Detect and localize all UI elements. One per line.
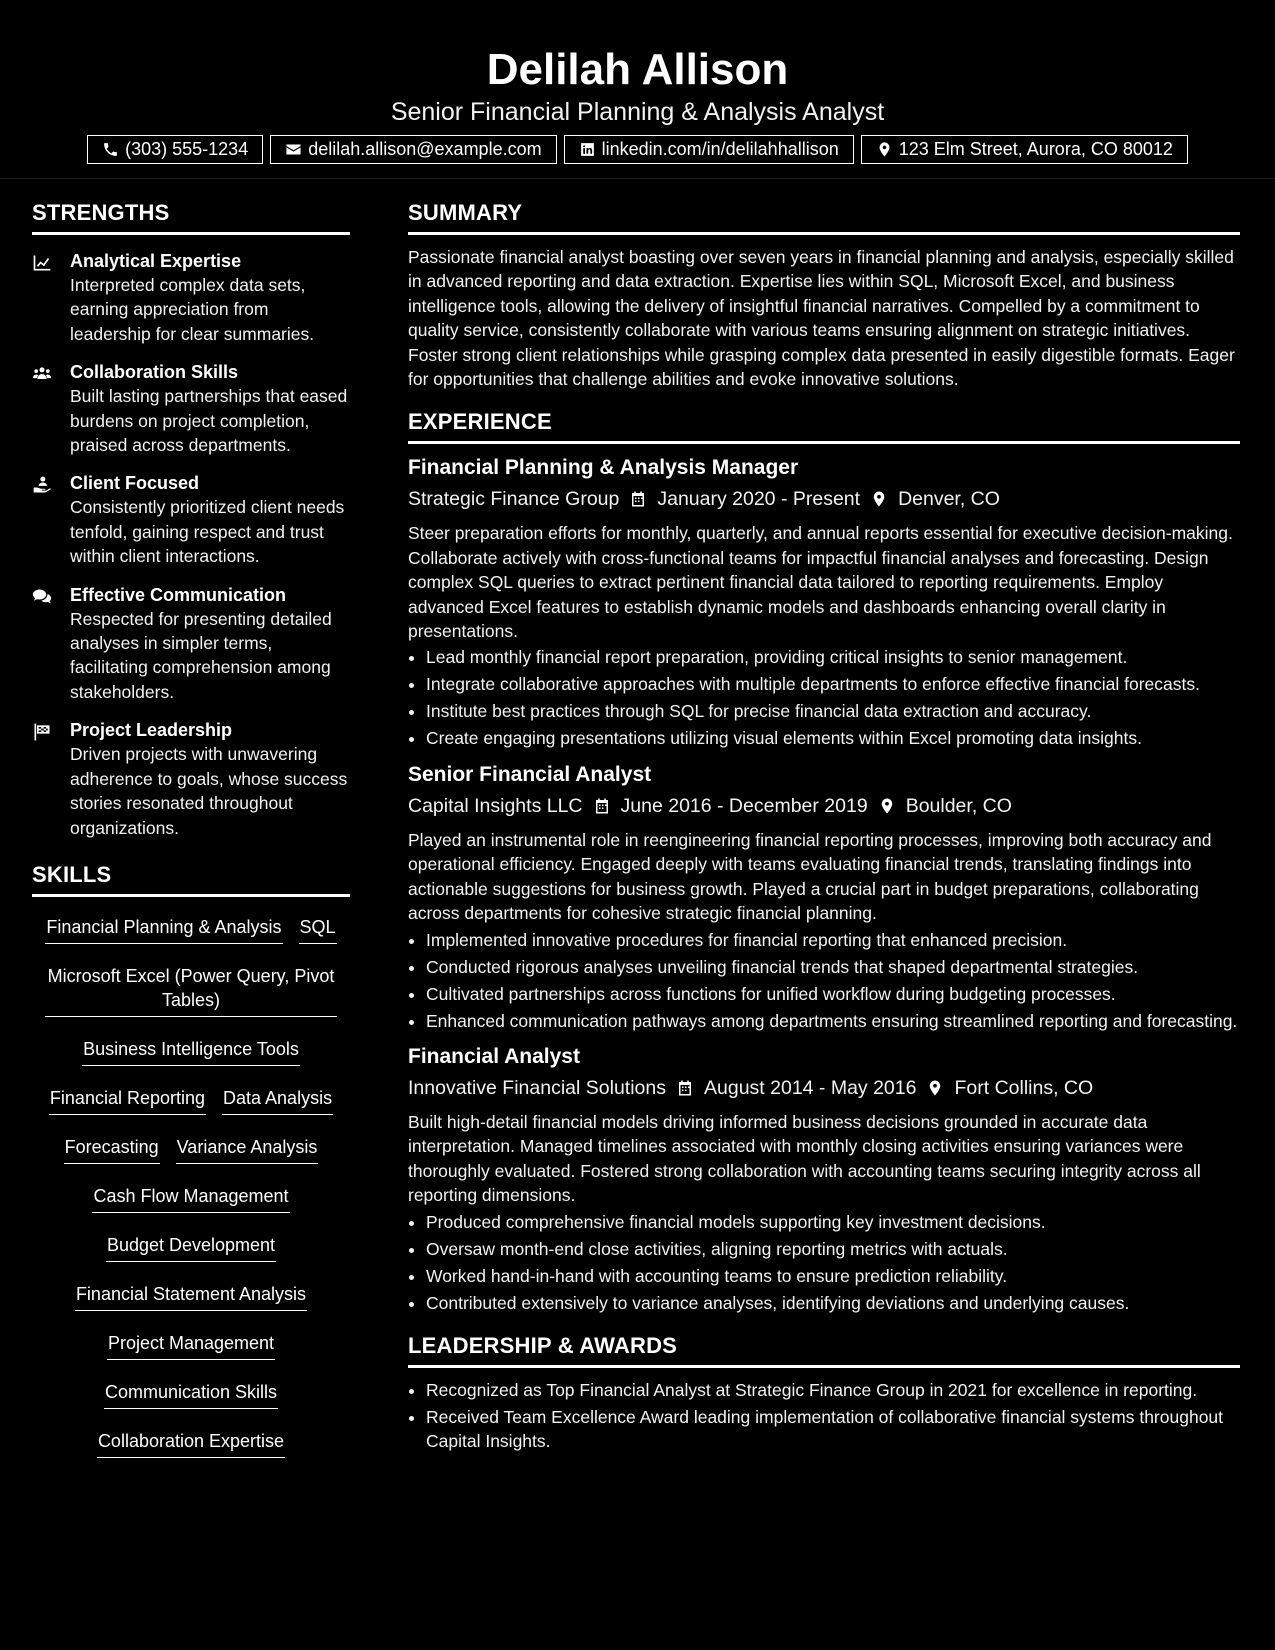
candidate-name: Delilah Allison: [486, 45, 789, 94]
strength-title: Analytical Expertise: [70, 251, 242, 271]
skill-tag: Cash Flow Management: [92, 1184, 289, 1213]
strength-text: Interpreted complex data sets, earning appreciation from leadership for clear summaries.: [70, 275, 315, 344]
strength-item: [32, 360, 350, 457]
job-dates: January 2020 - Present: [657, 488, 861, 511]
skill-tag: Budget Development: [106, 1233, 276, 1262]
comments-icon: [32, 587, 52, 607]
left-column: [32, 200, 350, 1472]
strength-title: Effective Communication: [70, 584, 287, 605]
job-description: Built high-detail financial models driving informed business decisions grounded in accurate data interpretation. Managed timelines associated with monthly closing activities ensuring variances were thoroughly evaluated. Fostered strong collaboration with accounting teams securing integrity across all reporting dimensions.: [408, 1111, 1201, 1206]
skill-tag: SQL: [299, 915, 337, 944]
strength-item: [32, 471, 350, 568]
job-bullet: • Cultivated partnerships across functions for unified workflow during budgeting processes.: [426, 982, 1240, 1006]
job-title: Financial Planning & Analysis Manager: [408, 456, 799, 480]
skill-tag: Forecasting: [64, 1135, 160, 1164]
skill-tag: Variance Analysis: [176, 1135, 319, 1164]
job-description: Steer preparation efforts for monthly, quarterly, and annual reports essential for executive decision-making. Collaborate actively with cross-functional teams for impactful financial analyses and forecasting. Design complex SQL queries to extract pertinent financial data tailored to reporting requirements. Employ advanced Excel features to establish dynamic models and dashboards enhancing overall clarity in presentations.: [408, 523, 1233, 642]
job-entry: [408, 1043, 1240, 1315]
awards-heading: LEADERSHIP & AWARDS: [408, 1333, 1240, 1368]
job-bullet: • Institute best practices through SQL for precise financial data extraction and accuracy.: [426, 699, 1240, 723]
award-item: • Recognized as Top Financial Analyst at Strategic Finance Group in 2021 for excellence in reporting.: [426, 1378, 1240, 1402]
strength-title: Collaboration Skills: [70, 362, 239, 383]
skill-tag: Financial Reporting: [49, 1086, 206, 1115]
job-bullets: [408, 1210, 1240, 1315]
job-description: Played an instrumental role in reengineering financial reporting processes, improving both accuracy and operational efficiency. Engaged deeply with teams evaluating financial trends, translating findings into actionable suggestions for business growth. Played a crucial part in budget preparations, collaborating across departments for cohesive strategic financial planning.: [408, 829, 1212, 924]
strength-title: Project Leadership: [70, 720, 233, 741]
job-title: Financial Analyst: [408, 1044, 580, 1068]
job-bullet: • Enhanced communication pathways among departments ensuring streamlined reporting and forecasting.: [426, 1009, 1240, 1033]
job-bullets: [408, 645, 1240, 750]
skill-tag: Data Analysis: [222, 1086, 333, 1115]
job-entry: [408, 454, 1240, 750]
phone-text: (303) 555-1234: [125, 139, 249, 159]
skill-tag: Project Management: [107, 1331, 275, 1360]
skill-tag: Collaboration Expertise: [97, 1429, 285, 1458]
linkedin-icon: [579, 141, 596, 158]
job-bullet: • Oversaw month-end close activities, aligning reporting metrics with actuals.: [426, 1237, 1240, 1261]
job-bullet: • Produced comprehensive financial models supporting key investment decisions.: [426, 1210, 1240, 1234]
job-meta: [408, 793, 1240, 819]
skill-tag: Communication Skills: [104, 1380, 278, 1409]
phone-icon: [102, 141, 119, 158]
job-bullet: • Conducted rigorous analyses unveiling financial trends that shaped departmental strategies.: [426, 955, 1240, 979]
job-bullet: • Worked hand-in-hand with accounting teams to ensure prediction reliability.: [426, 1264, 1240, 1288]
users-icon: [32, 364, 52, 384]
contact-linkedin[interactable]: [564, 135, 854, 164]
award-item: • Received Team Excellence Award leading implementation of collaborative financial systems throughout Capital Insights.: [426, 1405, 1240, 1454]
contact-phone[interactable]: [87, 135, 263, 164]
job-bullet: • Create engaging presentations utilizing visual elements within Excel promoting data insights.: [426, 726, 1240, 750]
contact-email[interactable]: [270, 135, 556, 164]
job-location: Fort Collins, CO: [954, 1076, 1094, 1099]
strength-item: [32, 718, 350, 840]
calendar-icon: [593, 797, 611, 815]
job-bullet: • Lead monthly financial report preparation, providing critical insights to senior management.: [426, 645, 1240, 669]
contact-bar: [0, 135, 1275, 164]
job-location: Denver, CO: [898, 488, 1000, 511]
summary-text: Passionate financial analyst boasting over seven years in financial planning and analysis, especially skilled in advanced reporting and data extraction. Expertise lies within SQL, Microsoft Excel, and business intelligence tools, allowing the delivery of insightful financial narratives. Compelled by a commitment to quality service, consistently collaborate with various teams ensuring alignment on strategic initiatives. Foster strong client relationships while grasping complex data presented in easily digestible formats. Eager for opportunities that challenge abilities and evoke innovative solutions.: [408, 247, 1235, 390]
hand-holding-user-icon: [32, 475, 52, 495]
strength-text: Driven projects with unwavering adherence to goals, whose success stories resonated throughout organizations.: [70, 744, 348, 838]
candidate-title: Senior Financial Planning & Analysis Analyst: [390, 98, 885, 126]
job-location: Boulder, CO: [905, 794, 1012, 817]
skill-tag: Financial Planning & Analysis: [45, 915, 282, 944]
job-bullet: • Integrate collaborative approaches with multiple departments to enforce effective financial forecasts.: [426, 672, 1240, 696]
flag-checkered-icon: [32, 722, 52, 742]
linkedin-text: linkedin.com/in/delilahhallison: [601, 139, 839, 159]
address-text: 123 Elm Street, Aurora, CO 80012: [898, 139, 1173, 159]
job-entry: [408, 761, 1240, 1033]
envelope-icon: [285, 141, 302, 158]
strength-item: [32, 583, 350, 705]
contact-address: [861, 135, 1188, 164]
skills-heading: SKILLS: [32, 862, 350, 897]
job-bullet: • Contributed extensively to variance analyses, identifying deviations and underlying causes.: [426, 1291, 1240, 1315]
skill-tag: Business Intelligence Tools: [82, 1037, 300, 1066]
right-column: [408, 200, 1240, 1456]
job-bullets: [408, 928, 1240, 1033]
resume-header: [0, 0, 1275, 179]
location-pin-icon: [926, 1079, 944, 1097]
experience-heading: EXPERIENCE: [408, 409, 1240, 444]
strength-title: Client Focused: [70, 473, 200, 494]
awards-list: [408, 1378, 1240, 1454]
skills-list: [32, 909, 350, 1472]
location-pin-icon: [878, 797, 896, 815]
company-name: Capital Insights LLC: [408, 794, 583, 817]
location-pin-icon: [870, 490, 888, 508]
strengths-heading: STRENGTHS: [32, 200, 350, 235]
summary-heading: SUMMARY: [408, 200, 1240, 235]
strength-text: Built lasting partnerships that eased burdens on project completion, praised across departments.: [70, 386, 348, 456]
job-meta: [408, 1075, 1240, 1101]
location-pin-icon: [876, 141, 893, 158]
job-dates: August 2014 - May 2016: [704, 1076, 917, 1099]
strength-item: [32, 249, 350, 346]
company-name: Strategic Finance Group: [408, 488, 620, 511]
chart-line-icon: [32, 253, 52, 273]
strength-text: Consistently prioritized client needs tenfold, gaining respect and trust within client interactions.: [70, 497, 345, 567]
job-dates: June 2016 - December 2019: [620, 794, 868, 817]
strength-text: Respected for presenting detailed analyses in simpler terms, facilitating comprehension among stakeholders.: [70, 608, 332, 702]
skill-tag: Microsoft Excel (Power Query, Pivot Tables): [45, 964, 337, 1017]
job-title: Senior Financial Analyst: [408, 762, 652, 786]
skill-tag: Financial Statement Analysis: [75, 1282, 307, 1311]
calendar-icon: [629, 490, 647, 508]
company-name: Innovative Financial Solutions: [408, 1076, 666, 1099]
email-text: delilah.allison@example.com: [308, 139, 542, 159]
job-meta: [408, 486, 1240, 512]
calendar-icon: [676, 1079, 694, 1097]
job-bullet: • Implemented innovative procedures for financial reporting that enhanced precision.: [426, 928, 1240, 952]
